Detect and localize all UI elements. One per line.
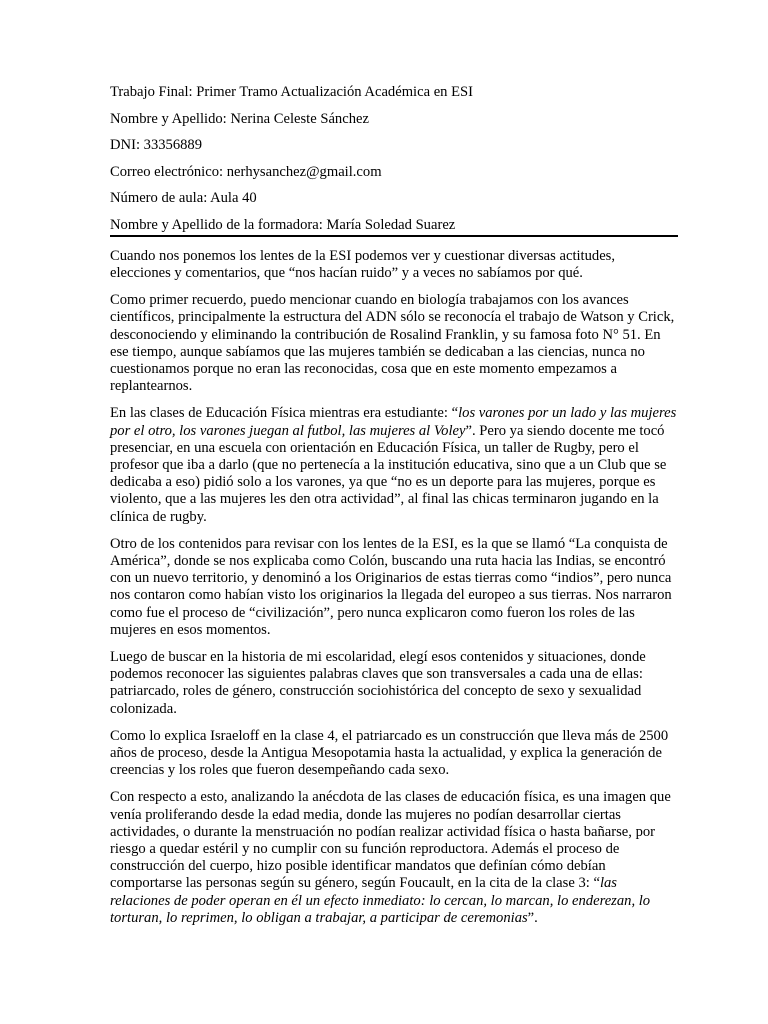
paragraph-pe-end: ”. Pero ya siendo docente me tocó presenciar, en una escuela con orientación en Educación Física, un taller de Rugby, pero el profesor que iba a darlo (que no pertenecía a la institución educativa, sino que a un Club que se dedicaba a eso) pidió solo a los varones, ya que “no es un deporte para las mujeres, porque es violento, que a las mujeres les den otra actividad”, al final las chicas terminaron jugando en la clínica de rugby. [110, 422, 667, 525]
paragraph-conquest: Otro de los contenidos para revisar con los lentes de la ESI, es la que se llamó “La conquista de América”, donde se nos explicaba como Colón, buscando una ruta hacia las Indias, se encontró con un nuevo territorio, y denominó a los Originarios de estas tierras como “indios”, pero nunca nos contaron como habían visto los originarios la llegada del europeo a sus tierras. Nos narraron como fue el proceso de “civilización”, pero nunca explicaron como fueron los roles de las mujeres en esos momentos. [110, 535, 672, 638]
paragraph-intro: Cuando nos ponemos los lentes de la ESI podemos ver y cuestionar diversas actitudes, elecciones y comentarios, que “nos hacían ruido” y a veces no sabíamos por qué. [110, 247, 616, 281]
paragraph-patriarchy: Como lo explica Israeloff en la clase 4, el patriarcado es un construcción que lleva más de 2500 años de proceso, desde la Antigua Mesopotamia hasta la actualidad, y explica la generación de creencias y los roles que fueron desempeñando cada sexo. [110, 727, 669, 779]
email-line: Correo electrónico: nerhysanchez@gmail.com [110, 163, 382, 180]
classroom-line: Número de aula: Aula 40 [110, 190, 257, 206]
document-page [110, 84, 678, 927]
paragraph-foucault [110, 789, 678, 927]
paragraph-foucault-quote: las relaciones de poder operan en él un efecto inmediato: lo cercan, lo marcan, lo enderezan, lo torturan, lo reprimen, lo obligan a trabajar, a participar de ceremonias [110, 875, 651, 926]
student-name-line: Nombre y Apellido: Nerina Celeste Sánchez [110, 110, 369, 127]
paragraph-keywords: Luego de buscar en la historia de mi escolaridad, elegí esos contenidos y situaciones, donde podemos reconocer las siguientes palabras claves que son transversales a cada una de ellas: patriarcado, roles de género, construcción sociohistórica del concepto de sexo y sexualidad colonizada. [110, 648, 646, 717]
paragraph-pe-quote: los varones por un lado y las mujeres por el otro, los varones juegan al futbol, las mujeres al Voley [110, 405, 677, 439]
paragraph-foucault-start: Con respecto a esto, analizando la anécdota de las clases de educación física, es una imagen que venía proliferando desde la edad media, donde las mujeres no podían desarrollar ciertas actividades, o durante la menstruación no podían realizar actividad física o hasta bañarse, por riesgo a quedar estéril y no cumplir con su función reproductora. Además el proceso de construcción del cuerpo, hizo posible identificar mandatos que definían cómo debían comportarse las personas según su género, según Foucault, en la cita de la clase 3: “ [110, 789, 671, 892]
paragraph-foucault-end: ”. [527, 909, 538, 926]
paragraph-pe-start: En las clases de Educación Física mientras era estudiante: “ [110, 405, 459, 422]
trainer-line: Nombre y Apellido de la formadora: María Soledad Suarez [110, 217, 678, 237]
document-title: Trabajo Final: Primer Tramo Actualización Académica en ESI [110, 84, 474, 100]
dni-line: DNI: 33356889 [110, 137, 203, 153]
paragraph-biology: Como primer recuerdo, puedo mencionar cuando en biología trabajamos con los avances científicos, principalmente la estructura del ADN sólo se reconocía el trabajo de Watson y Crick, desconociendo y eliminando la contribución de Rosalind Franklin, y su famosa foto N° 51. En ese tiempo, aunque sabíamos que las mujeres también se dedicaban a las ciencias, nunca no cuestionamos porque no eran las reconocidas, cosa que en este momento empezamos a replantearnos. [110, 292, 675, 395]
paragraph-physical-education [110, 405, 678, 525]
